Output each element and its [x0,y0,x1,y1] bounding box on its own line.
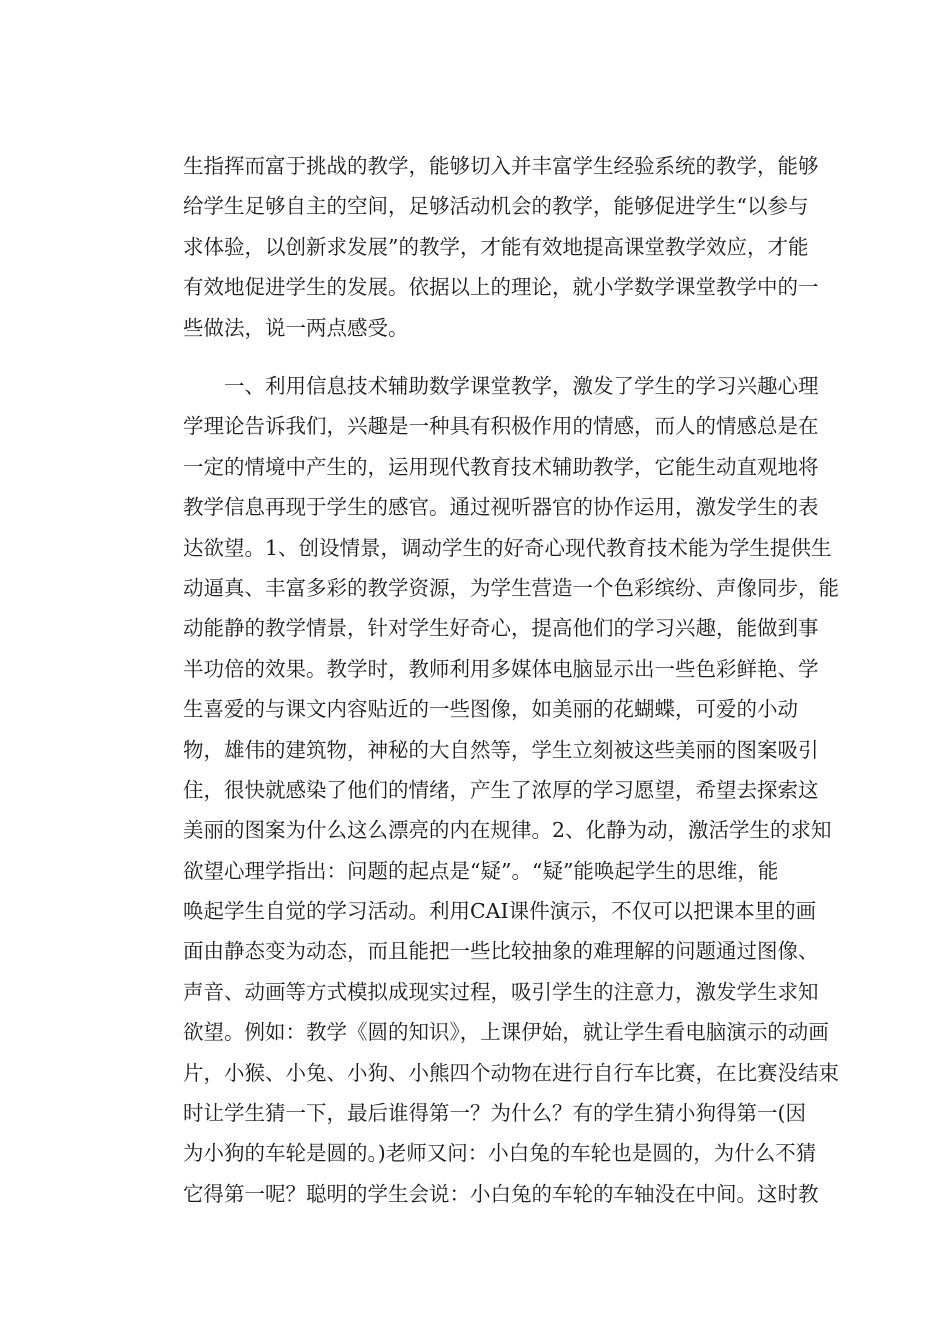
text-line: 学理论告诉我们，兴趣是一种具有积极作用的情感，而人的情感总是在 [183,414,819,439]
text-line: 片，小猴、小兔、小狗、小熊四个动物在进行自行车比赛，在比赛没结束 [183,1060,839,1085]
text-line: 物，雄伟的建筑物，神秘的大自然等，学生立刻被这些美丽的图案吸引 [183,737,819,762]
text-line: 动逼真、丰富多彩的教学资源，为学生营造一个色彩缤纷、声像同步，能 [183,575,839,600]
text-line: 它得第一呢？聪明的学生会说：小白兔的车轮的车轴没在中间。这时教 [183,1181,819,1206]
text-line: 生喜爱的与课文内容贴近的一些图像，如美丽的花蝴蝶，可爱的小动 [183,697,798,722]
text-line: 教学信息再现于学生的感官。通过视听器官的协作运用，激发学生的表 [183,495,819,520]
text-line: 些做法，说一两点感受。 [183,315,409,340]
text-line: 住，很快就感染了他们的情绪，产生了浓厚的学习愿望，希望去探索这 [183,777,819,802]
text-line: 欲望。例如：教学《圆的知识》，上课伊始，就让学生看电脑演示的动画 [183,1020,829,1045]
text-line: 给学生足够自主的空间，足够活动机会的教学，能够促进学生“以参与 [183,194,809,219]
text-line: 生指挥而富于挑战的教学，能够切入并丰富学生经验系统的教学，能够 [183,154,819,178]
text-line: 美丽的图案为什么这么漂亮的内在规律。2、化静为动，激活学生的求知 [183,818,832,843]
text-line: 时让学生猜一下，最后谁得第一？为什么？有的学生猜小狗得第一(因 [183,1101,806,1126]
text-line: 动能静的教学情景，针对学生好奇心，提高他们的学习兴趣，能做到事 [183,616,819,641]
text-line: 一定的情境中产生的，运用现代教育技术辅助教学，它能生动直观地将 [183,454,819,479]
text-line: 声音、动画等方式模拟成现实过程，吸引学生的注意力，激发学生求知 [183,979,819,1004]
text-line: 欲望心理学指出：问题的起点是“疑”。“疑”能唤起学生的思维，能 [183,858,779,883]
paragraph-section-one [183,366,839,1214]
text-line: 达欲望。1、创设情景，调动学生的好奇心现代教育技术能为学生提供生 [183,535,832,560]
text-line: 为小狗的车轮是圆的。)老师又问：小白兔的车轮也是圆的，为什么不猜 [183,1141,817,1166]
text-line: 有效地促进学生的发展。依据以上的理论，就小学数学课堂教学中的一 [183,275,819,300]
text-line: 唤起学生自觉的学习活动。利用CAI课件演示，不仅可以把课本里的画 [183,899,817,924]
text-line: 一、利用信息技术辅助数学课堂教学，激发了学生的学习兴趣心理 [183,374,819,398]
text-line: 半功倍的效果。教学时，教师利用多媒体电脑显示出一些色彩鲜艳、学 [183,656,819,681]
paragraph-intro [183,146,819,348]
text-line: 求体验，以创新求发展”的教学，才能有效地提高课堂教学效应，才能 [183,234,809,259]
text-line: 面由静态变为动态，而且能把一些比较抽象的难理解的问题通过图像、 [183,939,819,964]
